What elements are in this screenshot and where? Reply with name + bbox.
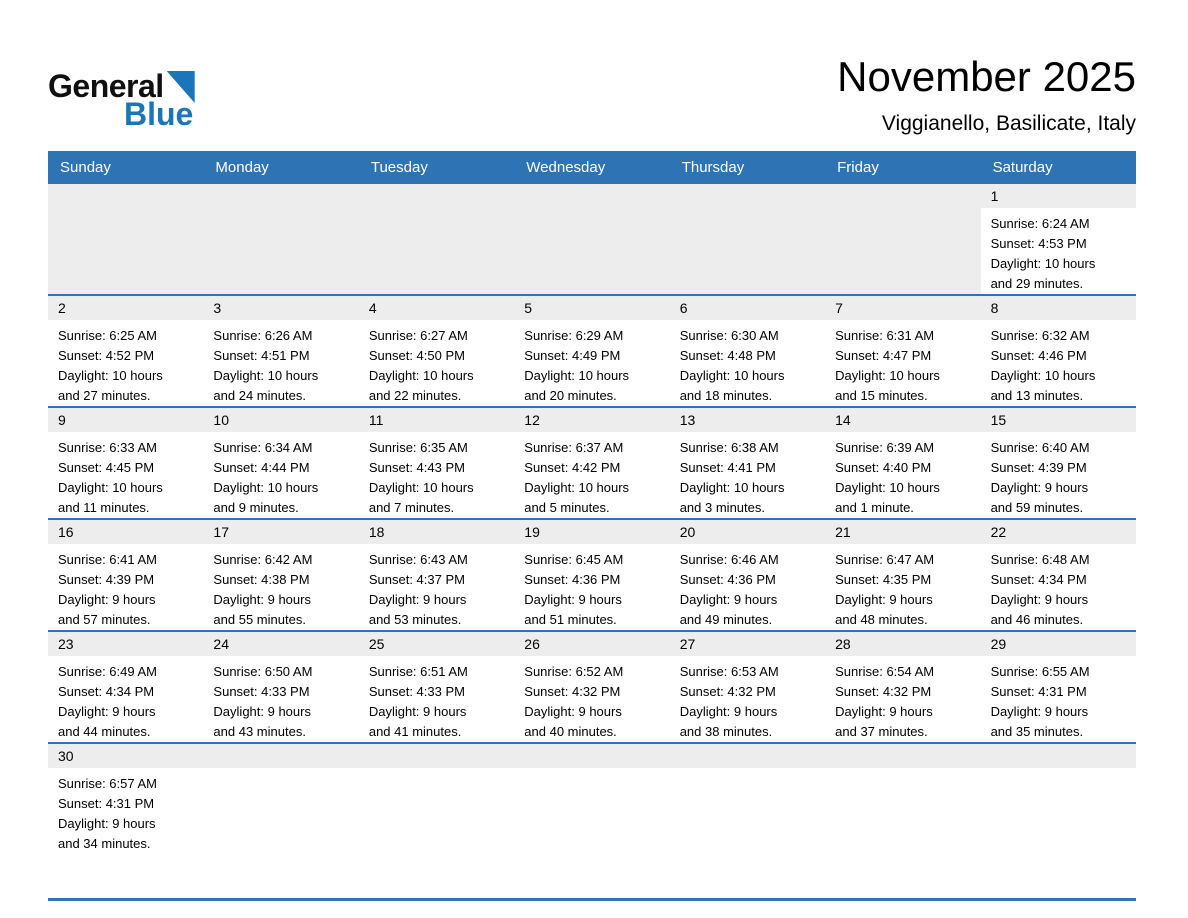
day-info bbox=[981, 432, 1136, 518]
day-number: 26 bbox=[514, 632, 669, 656]
sunset-text: Sunset: 4:53 PM bbox=[990, 236, 1087, 252]
sunrise-text: Sunrise: 6:53 AM bbox=[679, 664, 779, 680]
daylight-text-cont: and 35 minutes. bbox=[990, 724, 1084, 740]
day-number: 29 bbox=[981, 632, 1136, 656]
sunset-text: Sunset: 4:52 PM bbox=[58, 348, 155, 364]
daylight-text-cont: and 29 minutes. bbox=[990, 276, 1084, 292]
sunset-text: Sunset: 4:44 PM bbox=[213, 460, 310, 476]
daylight-text-cont: and 38 minutes. bbox=[679, 724, 773, 740]
day-cell bbox=[514, 520, 669, 630]
sunset-text: Sunset: 4:39 PM bbox=[990, 460, 1087, 476]
daylight-text: Daylight: 10 hours bbox=[990, 368, 1096, 384]
sunrise-text: Sunrise: 6:35 AM bbox=[368, 440, 468, 456]
empty-day-cell bbox=[359, 744, 514, 898]
daylight-text: Daylight: 9 hours bbox=[524, 592, 622, 608]
daylight-text-cont: and 18 minutes. bbox=[679, 388, 773, 404]
day-number bbox=[514, 744, 669, 768]
sunrise-text: Sunrise: 6:37 AM bbox=[524, 440, 624, 456]
sunrise-text: Sunrise: 6:27 AM bbox=[368, 328, 468, 344]
daylight-text: Daylight: 9 hours bbox=[679, 704, 778, 720]
empty-day-cell bbox=[359, 184, 514, 294]
week-row bbox=[48, 406, 1136, 518]
daylight-text: Daylight: 9 hours bbox=[58, 592, 156, 608]
sunset-text: Sunset: 4:32 PM bbox=[524, 684, 621, 700]
day-info bbox=[48, 432, 203, 518]
day-number: 27 bbox=[670, 632, 825, 656]
daylight-text: Daylight: 10 hours bbox=[679, 480, 785, 496]
day-cell bbox=[48, 296, 203, 406]
page-header bbox=[0, 0, 1188, 136]
day-info bbox=[203, 320, 358, 406]
day-number: 20 bbox=[670, 520, 825, 544]
sunset-text: Sunset: 4:32 PM bbox=[679, 684, 776, 700]
day-number bbox=[203, 744, 358, 768]
logo-text-general: General bbox=[48, 68, 164, 104]
day-number bbox=[825, 184, 980, 208]
weekday-thursday: Thursday bbox=[681, 159, 745, 177]
day-info bbox=[981, 656, 1136, 742]
daylight-text: Daylight: 9 hours bbox=[990, 592, 1089, 608]
sunrise-text: Sunrise: 6:26 AM bbox=[213, 328, 313, 344]
day-number bbox=[670, 744, 825, 768]
sunrise-text: Sunrise: 6:41 AM bbox=[58, 552, 157, 568]
sunrise-text: Sunrise: 6:24 AM bbox=[990, 216, 1090, 232]
sunrise-text: Sunrise: 6:54 AM bbox=[835, 664, 935, 680]
week-row bbox=[48, 518, 1136, 630]
sunrise-text: Sunrise: 6:51 AM bbox=[368, 664, 468, 680]
day-number: 11 bbox=[359, 408, 514, 432]
day-info bbox=[48, 656, 203, 742]
empty-day-cell bbox=[514, 184, 669, 294]
day-number: 21 bbox=[825, 520, 980, 544]
day-number: 5 bbox=[514, 296, 669, 320]
weekday-wednesday: Wednesday bbox=[526, 159, 606, 177]
day-cell bbox=[981, 408, 1136, 518]
empty-day-cell bbox=[825, 744, 980, 898]
day-number: 16 bbox=[48, 520, 203, 544]
daylight-text-cont: and 37 minutes. bbox=[835, 724, 928, 740]
empty-day-cell bbox=[514, 744, 669, 898]
weekday-monday: Monday bbox=[215, 159, 269, 177]
day-cell bbox=[981, 632, 1136, 742]
day-info bbox=[670, 432, 825, 518]
weekday-friday: Friday bbox=[837, 159, 879, 177]
daylight-text: Daylight: 9 hours bbox=[524, 704, 622, 720]
sunset-text: Sunset: 4:31 PM bbox=[990, 684, 1087, 700]
day-cell bbox=[203, 632, 358, 742]
sunset-text: Sunset: 4:34 PM bbox=[990, 572, 1087, 588]
day-cell bbox=[359, 296, 514, 406]
calendar-table bbox=[48, 151, 1136, 901]
sunset-text: Sunset: 4:38 PM bbox=[213, 572, 310, 588]
day-number: 19 bbox=[514, 520, 669, 544]
week-row bbox=[48, 742, 1136, 898]
daylight-text: Daylight: 9 hours bbox=[835, 704, 933, 720]
day-number: 14 bbox=[825, 408, 980, 432]
day-number: 23 bbox=[48, 632, 203, 656]
daylight-text-cont: and 24 minutes. bbox=[213, 388, 306, 404]
daylight-text-cont: and 7 minutes. bbox=[368, 500, 455, 516]
day-info bbox=[825, 208, 980, 214]
weekday-sunday: Sunday bbox=[60, 159, 111, 177]
sunrise-text: Sunrise: 6:32 AM bbox=[990, 328, 1090, 344]
sunset-text: Sunset: 4:32 PM bbox=[835, 684, 932, 700]
daylight-text: Daylight: 10 hours bbox=[679, 368, 785, 384]
daylight-text-cont: and 9 minutes. bbox=[213, 500, 299, 516]
logo-text-blue: Blue bbox=[124, 96, 194, 132]
sunset-text: Sunset: 4:50 PM bbox=[368, 348, 465, 364]
daylight-text-cont: and 44 minutes. bbox=[58, 724, 151, 740]
day-number: 18 bbox=[359, 520, 514, 544]
sunrise-text: Sunrise: 6:31 AM bbox=[835, 328, 935, 344]
day-info bbox=[981, 320, 1136, 406]
sunrise-text: Sunrise: 6:39 AM bbox=[835, 440, 935, 456]
sunrise-text: Sunrise: 6:49 AM bbox=[58, 664, 157, 680]
day-info bbox=[203, 656, 358, 742]
sunset-text: Sunset: 4:46 PM bbox=[990, 348, 1087, 364]
sunset-text: Sunset: 4:33 PM bbox=[213, 684, 310, 700]
sunset-text: Sunset: 4:45 PM bbox=[58, 460, 155, 476]
sunrise-text: Sunrise: 6:45 AM bbox=[524, 552, 624, 568]
daylight-text: Daylight: 10 hours bbox=[990, 256, 1096, 272]
day-number: 13 bbox=[670, 408, 825, 432]
day-cell bbox=[514, 296, 669, 406]
day-cell bbox=[825, 296, 980, 406]
day-info bbox=[514, 656, 669, 742]
sunrise-text: Sunrise: 6:48 AM bbox=[990, 552, 1090, 568]
daylight-text: Daylight: 10 hours bbox=[213, 480, 319, 496]
day-number bbox=[48, 184, 203, 208]
day-number: 12 bbox=[514, 408, 669, 432]
daylight-text-cont: and 11 minutes. bbox=[58, 500, 150, 516]
month-title: November 2025 bbox=[837, 53, 1136, 100]
daylight-text-cont: and 40 minutes. bbox=[524, 724, 617, 740]
day-info bbox=[203, 768, 358, 774]
day-cell bbox=[981, 520, 1136, 630]
empty-day-cell bbox=[670, 184, 825, 294]
daylight-text-cont: and 15 minutes. bbox=[835, 388, 928, 404]
day-cell bbox=[359, 632, 514, 742]
weekday-header-row bbox=[48, 151, 1136, 184]
sunset-text: Sunset: 4:51 PM bbox=[213, 348, 310, 364]
day-info bbox=[981, 768, 1136, 774]
day-number: 22 bbox=[981, 520, 1136, 544]
sunset-text: Sunset: 4:36 PM bbox=[679, 572, 776, 588]
daylight-text: Daylight: 9 hours bbox=[368, 592, 467, 608]
daylight-text: Daylight: 10 hours bbox=[835, 368, 940, 384]
daylight-text: Daylight: 10 hours bbox=[524, 368, 630, 384]
day-number: 15 bbox=[981, 408, 1136, 432]
sunset-text: Sunset: 4:49 PM bbox=[524, 348, 621, 364]
day-number: 10 bbox=[203, 408, 358, 432]
title-block bbox=[837, 54, 1136, 136]
day-cell bbox=[514, 408, 669, 518]
day-info bbox=[670, 656, 825, 742]
sunrise-text: Sunrise: 6:25 AM bbox=[58, 328, 157, 344]
general-blue-logo bbox=[48, 70, 195, 130]
sunrise-text: Sunrise: 6:52 AM bbox=[524, 664, 624, 680]
location-subtitle: Viggianello, Basilicate, Italy bbox=[881, 112, 1136, 136]
day-info bbox=[203, 432, 358, 518]
day-cell bbox=[825, 632, 980, 742]
sunset-text: Sunset: 4:42 PM bbox=[524, 460, 621, 476]
weekday-saturday: Saturday bbox=[992, 159, 1053, 177]
day-cell bbox=[48, 520, 203, 630]
daylight-text-cont: and 5 minutes. bbox=[524, 500, 610, 516]
day-number bbox=[981, 744, 1136, 768]
sunrise-text: Sunrise: 6:50 AM bbox=[213, 664, 313, 680]
day-number bbox=[670, 184, 825, 208]
empty-day-cell bbox=[203, 184, 358, 294]
daylight-text-cont: and 1 minute. bbox=[835, 500, 914, 516]
day-number: 2 bbox=[48, 296, 203, 320]
empty-day-cell bbox=[670, 744, 825, 898]
day-number bbox=[359, 744, 514, 768]
day-info bbox=[514, 208, 669, 214]
daylight-text: Daylight: 9 hours bbox=[990, 704, 1089, 720]
empty-day-cell bbox=[825, 184, 980, 294]
day-info bbox=[359, 768, 514, 774]
empty-day-cell bbox=[203, 744, 358, 898]
day-info bbox=[48, 768, 203, 854]
day-info bbox=[359, 656, 514, 742]
sunrise-text: Sunrise: 6:42 AM bbox=[213, 552, 313, 568]
empty-day-cell bbox=[48, 184, 203, 294]
sunrise-text: Sunrise: 6:38 AM bbox=[679, 440, 779, 456]
day-cell bbox=[203, 408, 358, 518]
day-info bbox=[825, 320, 980, 406]
sunset-text: Sunset: 4:40 PM bbox=[835, 460, 932, 476]
empty-day-cell bbox=[981, 744, 1136, 898]
day-info bbox=[981, 544, 1136, 630]
sunrise-text: Sunrise: 6:57 AM bbox=[58, 776, 157, 792]
day-cell bbox=[48, 744, 203, 898]
day-cell bbox=[981, 184, 1136, 294]
daylight-text: Daylight: 10 hours bbox=[368, 368, 474, 384]
day-info bbox=[359, 208, 514, 214]
sunset-text: Sunset: 4:48 PM bbox=[679, 348, 776, 364]
daylight-text-cont: and 46 minutes. bbox=[990, 612, 1084, 628]
daylight-text: Daylight: 10 hours bbox=[524, 480, 630, 496]
day-info bbox=[514, 432, 669, 518]
week-row bbox=[48, 294, 1136, 406]
day-cell bbox=[825, 520, 980, 630]
daylight-text: Daylight: 9 hours bbox=[990, 480, 1089, 496]
day-cell bbox=[359, 408, 514, 518]
daylight-text-cont: and 49 minutes. bbox=[679, 612, 773, 628]
daylight-text-cont: and 13 minutes. bbox=[990, 388, 1084, 404]
day-number: 25 bbox=[359, 632, 514, 656]
day-cell bbox=[514, 632, 669, 742]
day-info bbox=[203, 544, 358, 630]
sunset-text: Sunset: 4:47 PM bbox=[835, 348, 932, 364]
day-info bbox=[670, 320, 825, 406]
day-number: 24 bbox=[203, 632, 358, 656]
sunrise-text: Sunrise: 6:33 AM bbox=[58, 440, 157, 456]
daylight-text: Daylight: 10 hours bbox=[58, 368, 163, 384]
day-info bbox=[825, 544, 980, 630]
day-info bbox=[359, 544, 514, 630]
day-cell bbox=[359, 520, 514, 630]
day-cell bbox=[203, 520, 358, 630]
day-number: 8 bbox=[981, 296, 1136, 320]
daylight-text-cont: and 20 minutes. bbox=[524, 388, 617, 404]
calendar-weeks bbox=[48, 184, 1136, 898]
day-info bbox=[981, 208, 1136, 294]
day-info bbox=[514, 768, 669, 774]
day-number: 4 bbox=[359, 296, 514, 320]
day-number bbox=[825, 744, 980, 768]
daylight-text: Daylight: 10 hours bbox=[368, 480, 474, 496]
sunrise-text: Sunrise: 6:40 AM bbox=[990, 440, 1090, 456]
sunset-text: Sunset: 4:36 PM bbox=[524, 572, 621, 588]
day-info bbox=[48, 208, 203, 214]
day-cell bbox=[670, 520, 825, 630]
daylight-text-cont: and 59 minutes. bbox=[990, 500, 1084, 516]
daylight-text: Daylight: 10 hours bbox=[213, 368, 319, 384]
daylight-text-cont: and 34 minutes. bbox=[58, 836, 151, 852]
day-number: 17 bbox=[203, 520, 358, 544]
daylight-text: Daylight: 9 hours bbox=[213, 592, 311, 608]
week-row bbox=[48, 184, 1136, 294]
day-number: 1 bbox=[981, 184, 1136, 208]
day-info bbox=[670, 544, 825, 630]
day-cell bbox=[670, 408, 825, 518]
sunrise-text: Sunrise: 6:29 AM bbox=[524, 328, 624, 344]
daylight-text: Daylight: 9 hours bbox=[213, 704, 311, 720]
daylight-text: Daylight: 9 hours bbox=[368, 704, 467, 720]
daylight-text-cont: and 43 minutes. bbox=[213, 724, 306, 740]
daylight-text: Daylight: 9 hours bbox=[58, 816, 156, 832]
daylight-text-cont: and 53 minutes. bbox=[368, 612, 462, 628]
week-row bbox=[48, 630, 1136, 742]
daylight-text-cont: and 22 minutes. bbox=[368, 388, 462, 404]
day-cell bbox=[981, 296, 1136, 406]
sunset-text: Sunset: 4:34 PM bbox=[58, 684, 155, 700]
day-number bbox=[203, 184, 358, 208]
sunset-text: Sunset: 4:31 PM bbox=[58, 796, 155, 812]
sunset-text: Sunset: 4:39 PM bbox=[58, 572, 155, 588]
daylight-text-cont: and 41 minutes. bbox=[368, 724, 462, 740]
sunset-text: Sunset: 4:37 PM bbox=[368, 572, 465, 588]
sunset-text: Sunset: 4:33 PM bbox=[368, 684, 465, 700]
daylight-text-cont: and 57 minutes. bbox=[58, 612, 151, 628]
sunrise-text: Sunrise: 6:30 AM bbox=[679, 328, 779, 344]
weekday-tuesday: Tuesday bbox=[370, 159, 428, 177]
day-cell bbox=[48, 632, 203, 742]
daylight-text-cont: and 55 minutes. bbox=[213, 612, 306, 628]
day-info bbox=[514, 320, 669, 406]
daylight-text-cont: and 48 minutes. bbox=[835, 612, 928, 628]
day-info bbox=[48, 544, 203, 630]
day-number: 9 bbox=[48, 408, 203, 432]
daylight-text: Daylight: 9 hours bbox=[679, 592, 778, 608]
daylight-text: Daylight: 9 hours bbox=[58, 704, 156, 720]
sunrise-text: Sunrise: 6:34 AM bbox=[213, 440, 313, 456]
day-number: 3 bbox=[203, 296, 358, 320]
daylight-text-cont: and 51 minutes. bbox=[524, 612, 617, 628]
day-info bbox=[670, 208, 825, 214]
day-info bbox=[359, 320, 514, 406]
day-number bbox=[514, 184, 669, 208]
day-number bbox=[359, 184, 514, 208]
daylight-text: Daylight: 10 hours bbox=[835, 480, 940, 496]
day-info bbox=[48, 320, 203, 406]
daylight-text-cont: and 3 minutes. bbox=[679, 500, 765, 516]
sunrise-text: Sunrise: 6:46 AM bbox=[679, 552, 779, 568]
day-number: 7 bbox=[825, 296, 980, 320]
day-info bbox=[203, 208, 358, 214]
day-info bbox=[825, 768, 980, 774]
sunrise-text: Sunrise: 6:43 AM bbox=[368, 552, 468, 568]
daylight-text: Daylight: 10 hours bbox=[58, 480, 163, 496]
day-cell bbox=[825, 408, 980, 518]
sunset-text: Sunset: 4:41 PM bbox=[679, 460, 776, 476]
day-number: 28 bbox=[825, 632, 980, 656]
day-cell bbox=[48, 408, 203, 518]
daylight-text-cont: and 27 minutes. bbox=[58, 388, 151, 404]
day-cell bbox=[203, 296, 358, 406]
day-cell bbox=[670, 296, 825, 406]
day-info bbox=[359, 432, 514, 518]
day-number: 30 bbox=[48, 744, 203, 768]
day-info bbox=[514, 544, 669, 630]
sunrise-text: Sunrise: 6:55 AM bbox=[990, 664, 1090, 680]
day-info bbox=[825, 656, 980, 742]
sunset-text: Sunset: 4:43 PM bbox=[368, 460, 465, 476]
daylight-text: Daylight: 9 hours bbox=[835, 592, 933, 608]
day-info bbox=[825, 432, 980, 518]
day-cell bbox=[670, 632, 825, 742]
day-number: 6 bbox=[670, 296, 825, 320]
sunset-text: Sunset: 4:35 PM bbox=[835, 572, 932, 588]
day-info bbox=[670, 768, 825, 774]
sunrise-text: Sunrise: 6:47 AM bbox=[835, 552, 935, 568]
